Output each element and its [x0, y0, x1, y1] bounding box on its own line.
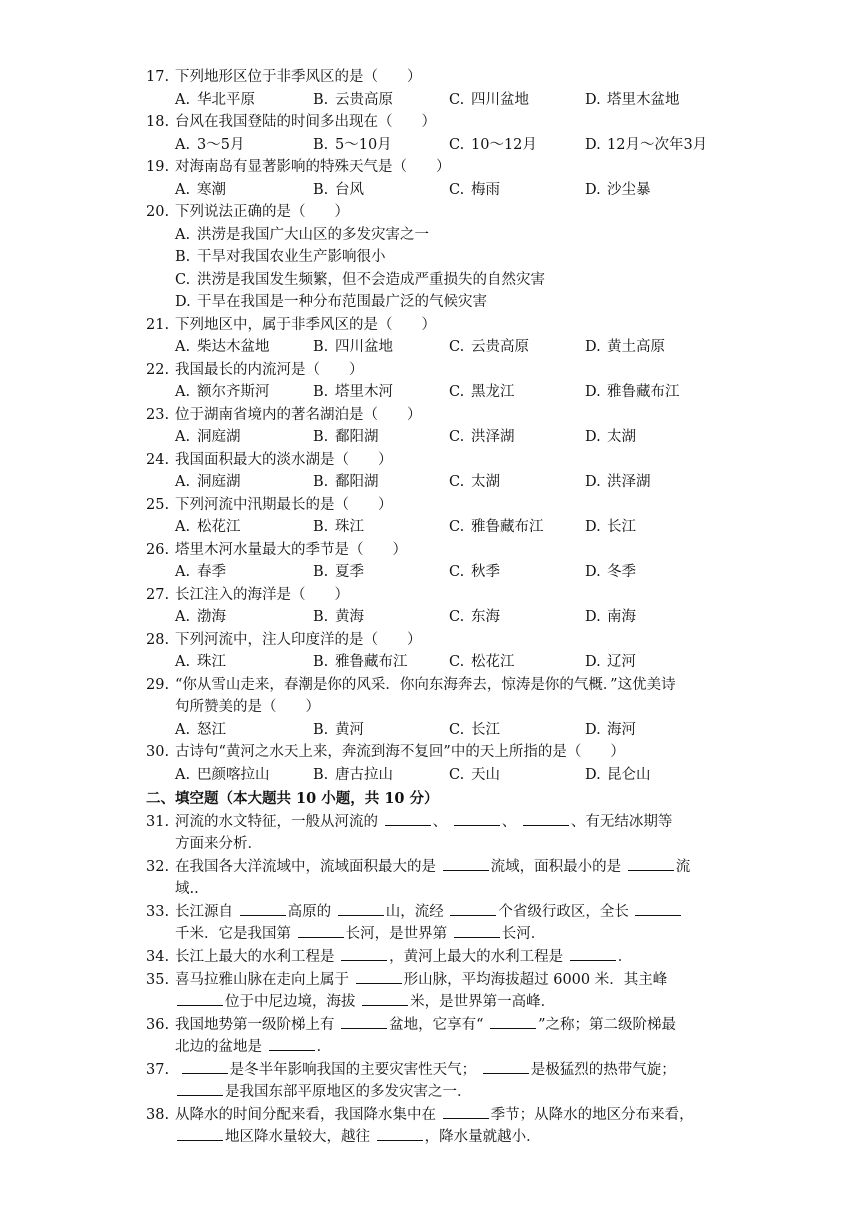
option-letter: C. [449, 519, 465, 535]
option-text: 渤海 [197, 609, 226, 625]
question-32: 32. 在我国各大洋流域中，流域面积最大的是 流域，面积最小的是 流 [146, 856, 690, 878]
option-letter: B. [313, 339, 329, 355]
question-number: 29. [146, 676, 170, 693]
question-34: 34. 长江上最大的水利工程是 ，黄河上最大的水利工程是 ． [146, 946, 632, 968]
option-text: 雅鲁藏布江 [335, 654, 408, 670]
option-letter: A. [175, 721, 191, 738]
option-letter: D. [585, 181, 601, 198]
question-number: 28. [146, 631, 170, 648]
option-c[interactable] [449, 134, 537, 156]
question-37-cont: 是我国东部平原地区的多发灾害之一． [175, 1081, 472, 1103]
question-number: 20. [146, 204, 170, 220]
option-text: 辽河 [607, 654, 636, 670]
option-text: 海河 [607, 721, 636, 738]
answer-blank[interactable] [450, 901, 496, 916]
option-letter: C. [449, 564, 465, 580]
option-text: 四川盆地 [471, 91, 529, 108]
option-text: 松花江 [197, 519, 241, 535]
option-letter: B. [313, 766, 329, 783]
question-35-cont: 位于中尼边境，海拔 米，是世界第一高峰． [175, 991, 555, 1013]
option-text: 南海 [607, 609, 636, 625]
question-20 [146, 201, 349, 223]
option-text: 昆仑山 [607, 766, 651, 783]
option-letter: C. [449, 721, 465, 738]
option-letter: B. [175, 249, 191, 265]
answer-blank[interactable] [483, 1059, 529, 1074]
question-17 [146, 66, 422, 88]
option-text: 洞庭湖 [197, 474, 241, 490]
option-c[interactable] [449, 606, 500, 628]
option-d[interactable] [175, 291, 487, 313]
option-text: 雅鲁藏布江 [471, 519, 544, 535]
question-38-cont: 地区降水量较大，越往 ，降水量就越小． [175, 1126, 541, 1148]
question-25 [146, 494, 393, 516]
option-a[interactable] [175, 89, 255, 111]
option-text: 鄱阳湖 [335, 429, 379, 445]
option-letter: D. [585, 721, 601, 738]
question-18 [146, 111, 436, 133]
option-c[interactable] [449, 764, 500, 786]
option-letter: C. [449, 654, 465, 670]
option-text: 冬季 [607, 564, 636, 580]
option-letter: C. [449, 136, 465, 153]
option-letter: D. [585, 136, 601, 153]
option-letter: A. [175, 429, 191, 445]
option-a[interactable] [175, 224, 429, 246]
option-letter: B. [313, 609, 329, 625]
option-text: 黑龙江 [471, 384, 515, 400]
option-letter: C. [449, 91, 465, 108]
option-text: 洪涝是我国发生频繁，但不会造成严重损失的自然灾害 [197, 271, 545, 288]
question-number: 23. [146, 406, 170, 423]
option-a[interactable] [175, 336, 270, 358]
question-30 [146, 741, 625, 763]
option-letter: A. [175, 474, 191, 490]
answer-blank[interactable] [570, 946, 616, 961]
option-c[interactable] [449, 336, 529, 358]
question-text: 对海南岛有显著影响的特殊天气是（ ） [175, 159, 451, 175]
option-a[interactable] [175, 719, 226, 741]
question-23 [146, 404, 422, 426]
option-letter: D. [585, 766, 601, 783]
option-b[interactable] [313, 764, 393, 786]
answer-blank[interactable] [240, 901, 286, 916]
option-b[interactable] [313, 651, 408, 673]
answer-blank[interactable] [298, 923, 344, 938]
option-text: 太湖 [607, 429, 636, 445]
option-letter: D. [585, 609, 601, 625]
option-a[interactable] [175, 651, 226, 673]
option-text: 巴颜喀拉山 [197, 766, 270, 783]
question-text: 古诗句“黄河之水天上来，奔流到海不复回”中的天上所指的是（ ） [175, 744, 625, 760]
question-number: 22. [146, 361, 170, 378]
option-b[interactable] [313, 719, 364, 741]
question-22 [146, 359, 364, 381]
question-36-cont: 北边的盆地是 ． [175, 1036, 331, 1058]
answer-blank[interactable] [490, 1014, 536, 1029]
option-a[interactable] [175, 179, 226, 201]
option-a[interactable] [175, 134, 244, 156]
question-38: 38. 从降水的时间分配来看，我国降水集中在 季节；从降水的地区分布来看， [146, 1104, 694, 1126]
option-b[interactable] [313, 516, 364, 538]
option-d[interactable] [585, 561, 636, 583]
question-text: 下列河流中，注人印度洋的是（ ） [175, 631, 422, 648]
question-28 [146, 629, 422, 651]
answer-blank[interactable] [177, 991, 223, 1006]
option-text: 东海 [471, 609, 500, 625]
option-letter: A. [175, 564, 191, 580]
option-a[interactable] [175, 561, 226, 583]
option-d[interactable] [585, 764, 651, 786]
option-letter: D. [585, 564, 601, 580]
answer-blank[interactable] [385, 811, 431, 826]
option-letter: A. [175, 181, 191, 198]
question-text: 我国最长的内流河是（ ） [175, 361, 364, 378]
option-d[interactable] [585, 719, 636, 741]
question-text-cont: 句所赞美的是（ ） [175, 699, 320, 715]
option-c[interactable] [449, 471, 500, 493]
option-letter: B. [313, 474, 329, 490]
option-d[interactable] [585, 336, 665, 358]
option-a[interactable] [175, 426, 241, 448]
question-text: “你从雪山走来，春潮是你的风采．你向东海奔去，惊涛是你的气概．”这优美诗 [175, 676, 676, 693]
option-c[interactable] [449, 651, 515, 673]
answer-blank[interactable] [182, 1059, 228, 1074]
option-letter: B. [313, 136, 329, 153]
option-letter: A. [175, 609, 191, 625]
option-letter: A. [175, 654, 191, 670]
option-letter: A. [175, 226, 191, 243]
question-text: 我国面积最大的淡水湖是（ ） [175, 451, 393, 468]
option-d[interactable] [585, 471, 651, 493]
option-c[interactable] [175, 269, 545, 291]
option-c[interactable] [449, 561, 500, 583]
question-number: 25. [146, 496, 170, 513]
option-c[interactable] [449, 719, 500, 741]
answer-blank[interactable] [635, 901, 681, 916]
question-26 [146, 539, 407, 561]
option-text: 华北平原 [197, 91, 255, 108]
option-letter: D. [585, 429, 601, 445]
option-letter: D. [585, 474, 601, 490]
question-text: 长江注入的海洋是（ ） [175, 586, 349, 603]
option-text: 四川盆地 [335, 339, 393, 355]
question-number: 19. [146, 159, 170, 175]
question-text: 下列地区中，属于非季风区的是（ ） [175, 316, 436, 333]
answer-blank[interactable] [443, 1104, 489, 1119]
option-d[interactable] [585, 651, 636, 673]
option-text: 洪泽湖 [607, 474, 651, 490]
option-text: 雅鲁藏布江 [607, 384, 680, 400]
option-text: 洞庭湖 [197, 429, 241, 445]
option-c[interactable] [449, 89, 529, 111]
option-d[interactable] [585, 134, 707, 156]
option-d[interactable] [585, 606, 636, 628]
answer-blank[interactable] [356, 969, 402, 984]
question-27 [146, 584, 349, 606]
option-text: 洪泽湖 [471, 429, 515, 445]
option-d[interactable] [585, 426, 636, 448]
question-number: 24. [146, 451, 170, 468]
option-text: 珠江 [197, 654, 226, 670]
answer-blank[interactable] [362, 991, 408, 1006]
question-36: 36. 我国地势第一级阶梯上有 盆地，它享有“ ”之称；第二级阶梯最 [146, 1014, 676, 1036]
question-number: 30. [146, 744, 170, 760]
option-letter: C. [449, 429, 465, 445]
option-text: 松花江 [471, 654, 515, 670]
option-letter: A. [175, 766, 191, 783]
option-text: 太湖 [471, 474, 500, 490]
option-b[interactable] [313, 471, 379, 493]
option-text: 云贵高原 [335, 91, 393, 108]
option-letter: B. [313, 91, 329, 108]
option-text: 3～5月 [197, 136, 245, 153]
option-text: 柴达木盆地 [197, 339, 270, 355]
question-text: 台风在我国登陆的时间多出现在（ ） [175, 114, 436, 130]
question-number: 21. [146, 316, 170, 333]
answer-blank[interactable] [454, 923, 500, 938]
option-letter: A. [175, 384, 191, 400]
option-text: 洪涝是我国广大山区的多发灾害之一 [197, 226, 429, 243]
option-text: 台风 [335, 181, 364, 198]
option-text: 黄河 [335, 721, 364, 738]
question-number: 17. [146, 69, 170, 85]
option-text: 云贵高原 [471, 339, 529, 355]
option-letter: D. [585, 519, 601, 535]
option-a[interactable] [175, 606, 226, 628]
option-text: 干旱对我国农业生产影响很小 [197, 249, 386, 265]
option-b[interactable] [313, 134, 392, 156]
option-d[interactable] [585, 381, 680, 403]
question-31-cont: 方面来分析． [175, 836, 262, 852]
option-letter: B. [313, 721, 329, 738]
option-d[interactable] [585, 516, 636, 538]
answer-blank[interactable] [177, 1081, 223, 1096]
option-letter: B. [313, 519, 329, 535]
option-c[interactable] [449, 381, 515, 403]
option-b[interactable] [313, 606, 364, 628]
option-letter: B. [313, 564, 329, 580]
answer-blank[interactable] [341, 1014, 387, 1029]
question-35: 35. 喜马拉雅山脉在走向上属于 形山脉，平均海拔超过 6000 米．其主峰 [146, 969, 667, 991]
option-letter: B. [313, 384, 329, 400]
option-text: 12月～次年3月 [607, 136, 708, 153]
option-text: 沙尘暴 [607, 181, 651, 198]
option-text: 干旱在我国是一种分布范围最广泛的气候灾害 [197, 294, 487, 310]
option-d[interactable] [585, 89, 680, 111]
option-text: 唐古拉山 [335, 766, 393, 783]
question-19 [146, 156, 451, 178]
option-letter: B. [313, 181, 329, 198]
option-b[interactable] [175, 246, 386, 268]
option-letter: C. [449, 339, 465, 355]
option-text: 怒江 [197, 721, 226, 738]
option-a[interactable] [175, 516, 241, 538]
question-31: 31. 河流的水文特征，一般从河流的 、 、 、有无结冰期等 [146, 811, 672, 833]
option-letter: C. [449, 474, 465, 490]
option-text: 黄土高原 [607, 339, 665, 355]
option-b[interactable] [313, 89, 393, 111]
answer-blank[interactable] [443, 856, 489, 871]
option-letter: C. [449, 384, 465, 400]
option-text: 寒潮 [197, 181, 226, 198]
option-text: 10～12月 [471, 136, 537, 153]
option-text: 塔里木盆地 [607, 91, 680, 108]
option-text: 长江 [471, 721, 500, 738]
option-letter: D. [175, 294, 191, 310]
option-a[interactable] [175, 381, 270, 403]
option-b[interactable] [313, 336, 393, 358]
option-text: 秋季 [471, 564, 500, 580]
option-letter: D. [585, 654, 601, 670]
option-letter: C. [449, 181, 465, 198]
option-letter: A. [175, 136, 191, 153]
option-b[interactable] [313, 179, 364, 201]
question-text: 下列地形区位于非季风区的是（ ） [175, 69, 422, 85]
question-text: 塔里木河水量最大的季节是（ ） [175, 541, 407, 558]
question-29 [146, 674, 676, 696]
option-text: 夏季 [335, 564, 364, 580]
answer-blank[interactable] [177, 1126, 223, 1141]
answer-blank[interactable] [338, 901, 384, 916]
option-a[interactable] [175, 471, 241, 493]
option-b[interactable] [313, 426, 379, 448]
question-text: 下列河流中汛期最长的是（ ） [175, 496, 393, 513]
option-text: 黄海 [335, 609, 364, 625]
option-d[interactable] [585, 179, 651, 201]
option-text: 塔里木河 [335, 384, 393, 400]
question-text: 位于湖南省境内的著名湖泊是（ ） [175, 406, 422, 423]
option-text: 额尔齐斯河 [197, 384, 270, 400]
answer-blank[interactable] [269, 1036, 315, 1051]
question-33-cont: 千米．它是我国第 长河，是世界第 长河． [175, 923, 545, 945]
question-number: 26. [146, 541, 170, 558]
answer-blank[interactable] [628, 856, 674, 871]
answer-blank[interactable] [454, 811, 500, 826]
option-letter: C. [449, 766, 465, 783]
question-number: 18. [146, 114, 170, 130]
option-a[interactable] [175, 764, 270, 786]
question-21 [146, 314, 436, 336]
option-letter: A. [175, 519, 191, 535]
option-letter: B. [313, 654, 329, 670]
question-24 [146, 449, 393, 471]
question-33: 33. 长江源自 高原的 山，流经 个省级行政区，全长 [146, 901, 683, 923]
option-b[interactable] [313, 381, 393, 403]
answer-blank[interactable] [341, 946, 387, 961]
option-letter: A. [175, 339, 191, 355]
option-c[interactable] [449, 426, 515, 448]
option-letter: C. [175, 271, 191, 288]
option-text: 5～10月 [335, 136, 392, 153]
option-letter: D. [585, 384, 601, 400]
question-37: 37. 是冬半年影响我国的主要灾害性天气； 是极猛烈的热带气旋； [146, 1059, 676, 1081]
option-b[interactable] [313, 561, 364, 583]
option-c[interactable] [449, 516, 544, 538]
question-32-cont: 域.. [175, 881, 199, 897]
option-text: 春季 [197, 564, 226, 580]
option-letter: A. [175, 91, 191, 108]
answer-blank[interactable] [523, 811, 569, 826]
option-letter: C. [449, 609, 465, 625]
section-heading-fill-in: 二、填空题（本大题共 10 小题，共 10 分） [146, 790, 439, 807]
option-c[interactable] [449, 179, 500, 201]
question-text: 下列说法正确的是（ ） [175, 204, 349, 220]
question-number: 27. [146, 586, 170, 603]
option-text: 珠江 [335, 519, 364, 535]
option-text: 天山 [471, 766, 500, 783]
option-letter: D. [585, 91, 601, 108]
option-letter: D. [585, 339, 601, 355]
option-letter: B. [313, 429, 329, 445]
option-text: 鄱阳湖 [335, 474, 379, 490]
answer-blank[interactable] [377, 1126, 423, 1141]
option-text: 长江 [607, 519, 636, 535]
option-text: 梅雨 [471, 181, 500, 198]
